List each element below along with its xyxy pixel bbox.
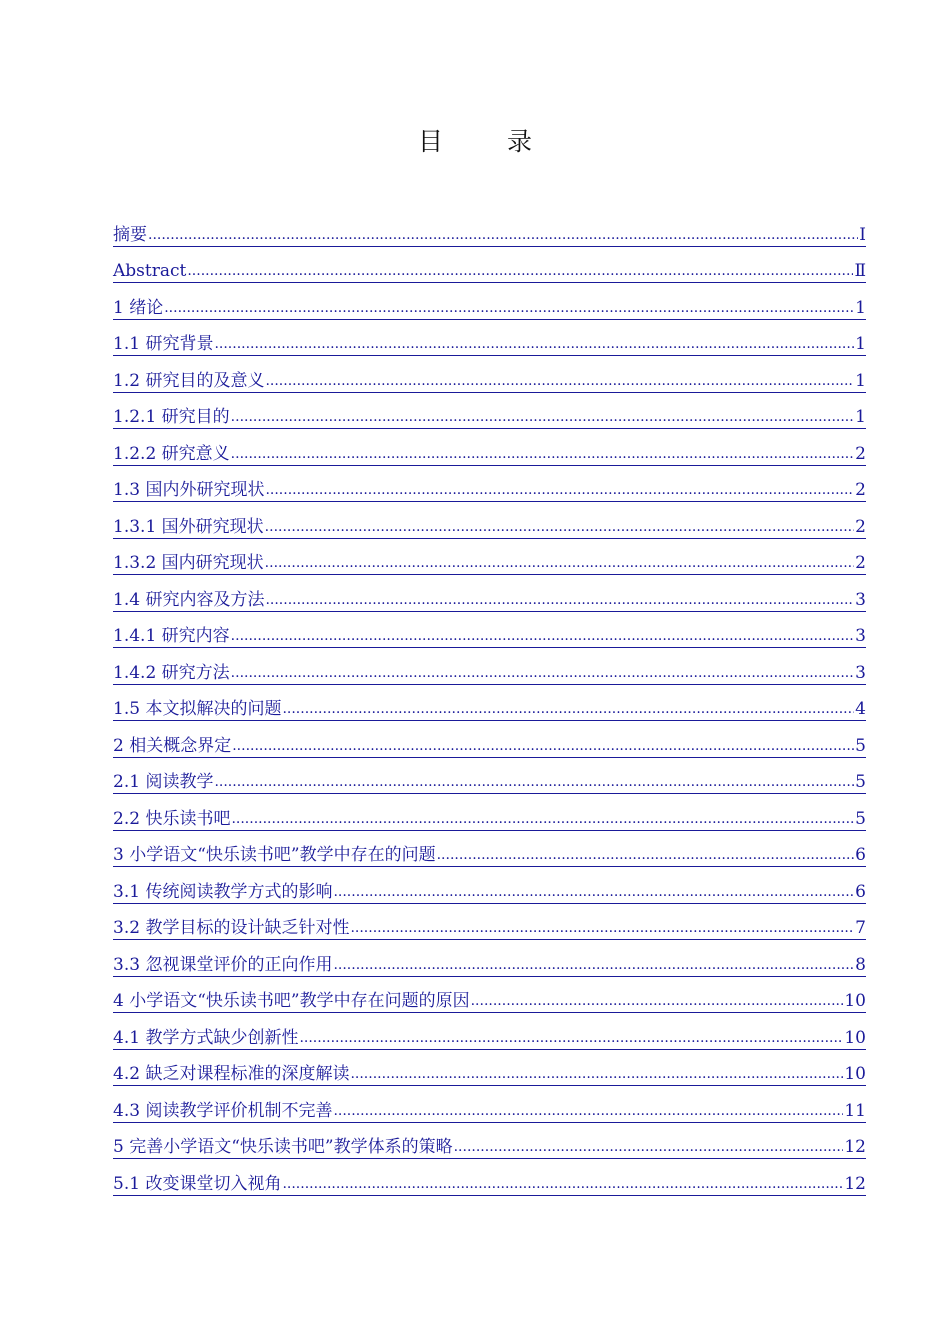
toc-entry-page: 2 — [855, 480, 866, 500]
toc-entry[interactable] — [113, 466, 866, 503]
toc-entry-label: 4.1 教学方式缺少创新性 — [113, 1027, 299, 1048]
toc-leader — [231, 812, 854, 826]
toc-entry-page: 3 — [855, 626, 866, 646]
toc-entry-label: 1.2.1 研究目的 — [113, 407, 230, 427]
toc-entry[interactable] — [113, 1086, 866, 1123]
toc-entry[interactable] — [113, 1013, 866, 1050]
toc-leader — [350, 1067, 843, 1081]
toc-entry-page: 10 — [844, 1064, 866, 1084]
toc-entry[interactable] — [113, 247, 866, 284]
toc-entry[interactable] — [113, 794, 866, 831]
toc-leader — [299, 1031, 843, 1045]
toc-entry-page: 10 — [844, 1027, 866, 1048]
toc-entry-page: I — [859, 224, 866, 245]
toc-leader — [214, 337, 854, 351]
toc-entry[interactable] — [113, 648, 866, 685]
toc-entry[interactable] — [113, 721, 866, 758]
toc-entry[interactable] — [113, 393, 866, 430]
toc-leader — [333, 885, 854, 899]
toc-entry-page: 12 — [844, 1137, 866, 1157]
toc-leader — [265, 556, 855, 570]
toc-entry-label: 3 小学语文“快乐读书吧”教学中存在的问题 — [113, 845, 436, 865]
toc-leader — [265, 483, 854, 497]
toc-entry-page: 3 — [855, 662, 866, 683]
toc-entry-label: 1.4.2 研究方法 — [113, 662, 230, 683]
toc-leader — [214, 775, 854, 789]
toc-entry-label: 2 相关概念界定 — [113, 735, 232, 756]
toc-leader — [231, 666, 855, 680]
toc-entry[interactable] — [113, 685, 866, 722]
toc-entry-label: 3.1 传统阅读教学方式的影响 — [113, 881, 333, 902]
toc-entry-label: 1.3.2 国内研究现状 — [113, 553, 264, 573]
toc-entry[interactable] — [113, 758, 866, 795]
toc-leader — [187, 264, 853, 278]
toc-entry-label: 3.2 教学目标的设计缺乏针对性 — [113, 918, 350, 938]
toc-entry-page: 1 — [855, 407, 866, 427]
toc-entry-page: 2 — [855, 516, 866, 537]
toc-leader — [454, 1140, 844, 1154]
toc-entry-label: 4.2 缺乏对课程标准的深度解读 — [113, 1064, 350, 1084]
toc-entry-page: 5 — [855, 735, 866, 756]
toc-leader — [350, 921, 854, 935]
toc-leader — [471, 994, 844, 1008]
toc-entry-label: 1.4.1 研究内容 — [113, 626, 230, 646]
toc-entry-label: 2.2 快乐读书吧 — [113, 808, 231, 829]
toc-entry-label: Abstract — [113, 261, 187, 281]
toc-entry[interactable] — [113, 1050, 866, 1087]
toc-entry[interactable] — [113, 831, 866, 868]
toc-entry[interactable] — [113, 612, 866, 649]
toc-leader — [333, 1104, 843, 1118]
toc-entry-label: 2.1 阅读教学 — [113, 772, 214, 792]
toc-list — [113, 210, 866, 1196]
toc-entry[interactable] — [113, 575, 866, 612]
toc-entry-label: 摘要 — [113, 224, 147, 245]
toc-entry-label: 1.4 研究内容及方法 — [113, 589, 265, 610]
toc-entry-page: 2 — [855, 553, 866, 573]
toc-entry-label: 1.2 研究目的及意义 — [113, 370, 265, 391]
toc-entry[interactable] — [113, 429, 866, 466]
toc-entry-page: 1 — [855, 370, 866, 391]
toc-leader — [231, 447, 855, 461]
toc-entry-page: 6 — [855, 881, 866, 902]
toc-entry[interactable] — [113, 1159, 866, 1196]
toc-entry[interactable] — [113, 904, 866, 941]
toc-leader — [282, 1177, 843, 1191]
toc-entry-page: 10 — [844, 991, 866, 1011]
toc-entry-page: 1 — [855, 297, 866, 318]
toc-leader — [148, 228, 858, 242]
toc-leader — [231, 410, 855, 424]
toc-entry-page: 4 — [855, 699, 866, 719]
toc-entry-label: 1.3.1 国外研究现状 — [113, 516, 264, 537]
toc-entry-label: 4.3 阅读教学评价机制不完善 — [113, 1100, 333, 1121]
toc-leader — [265, 520, 855, 534]
toc-entry[interactable] — [113, 940, 866, 977]
toc-entry-label: 5 完善小学语文“快乐读书吧”教学体系的策略 — [113, 1137, 453, 1157]
toc-entry[interactable] — [113, 502, 866, 539]
toc-entry-page: 5 — [855, 808, 866, 829]
toc-entry-label: 1 绪论 — [113, 297, 164, 318]
toc-entry[interactable] — [113, 977, 866, 1014]
toc-leader — [333, 958, 854, 972]
toc-entry[interactable] — [113, 283, 866, 320]
toc-entry-label: 1.2.2 研究意义 — [113, 443, 230, 464]
toc-entry-page: 3 — [855, 589, 866, 610]
toc-entry-page: 7 — [855, 918, 866, 938]
toc-entry-label: 1.1 研究背景 — [113, 334, 214, 354]
toc-entry-page: 12 — [844, 1173, 866, 1194]
page-title: 目 录 — [418, 127, 560, 156]
toc-leader — [232, 739, 854, 753]
toc-leader — [265, 593, 854, 607]
toc-entry-page: 1 — [855, 334, 866, 354]
toc-entry-page: 8 — [855, 954, 866, 975]
toc-leader — [164, 301, 854, 315]
toc-entry[interactable] — [113, 320, 866, 357]
toc-entry[interactable] — [113, 1123, 866, 1160]
toc-entry-label: 1.5 本文拟解决的问题 — [113, 699, 282, 719]
toc-entry-label: 4 小学语文“快乐读书吧”教学中存在问题的原因 — [113, 991, 470, 1011]
toc-entry[interactable] — [113, 210, 866, 247]
toc-entry-page: 6 — [855, 845, 866, 865]
toc-entry[interactable] — [113, 867, 866, 904]
toc-leader — [437, 848, 855, 862]
toc-entry-label: 3.3 忽视课堂评价的正向作用 — [113, 954, 333, 975]
toc-leader — [282, 702, 854, 716]
toc-leader — [265, 374, 854, 388]
toc-entry-page: 5 — [855, 772, 866, 792]
toc-leader — [231, 629, 855, 643]
toc-entry-page: 11 — [844, 1100, 866, 1121]
toc-entry[interactable] — [113, 539, 866, 576]
toc-entry[interactable] — [113, 356, 866, 393]
toc-entry-label: 1.3 国内外研究现状 — [113, 480, 265, 500]
toc-entry-label: 5.1 改变课堂切入视角 — [113, 1173, 282, 1194]
toc-entry-page: Ⅱ — [854, 261, 866, 281]
toc-entry-page: 2 — [855, 443, 866, 464]
